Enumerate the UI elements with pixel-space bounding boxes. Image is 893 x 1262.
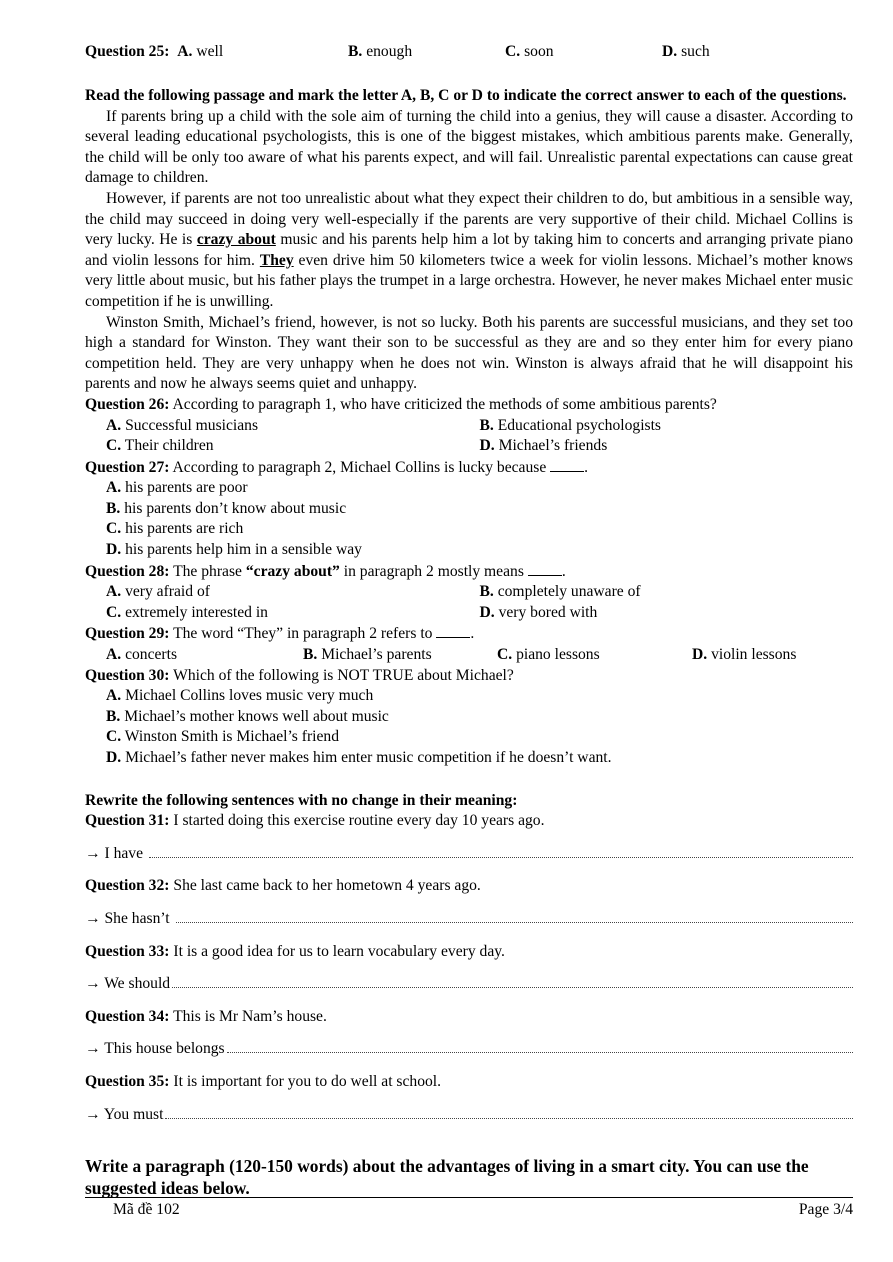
- answer-line[interactable]: → I have: [85, 844, 853, 865]
- passage-paragraph-3: Winston Smith, Michael’s friend, however, is not so lucky. Both his parents are successful musicians, and they set too high a standard for Winston. They want their son to be successful as they are and so they enter him for every piano competition held. They are very unhappy when he does not win. Winston is always afraid that he will disappoint his parents and now he always seems quiet and unhappy.: [85, 313, 853, 393]
- option-d: such: [681, 43, 710, 60]
- passage-paragraph-2: However, if parents are not too unrealistic about what they expect their children to do, but ambitious in a sensible way, the child may succeed in doing very well-especially if the parents are very supportive of their child. Michael Collins is very lucky. He is crazy about music and his parents help him a lot by taking him to concerts and arranging private piano and violin lessons for him. They even drive him 50 kilometers twice a week for violin lessons. Michael’s mother knows very little about music, but his father plays the trumpet in a large orchestra. However, he never makes Michael enter music competition if he is unwilling.: [85, 189, 853, 310]
- question-32: Question 32: She last came back to her hometown 4 years ago. → She hasn’t: [85, 876, 853, 929]
- option-b: Educational psychologists: [497, 416, 661, 434]
- highlight-they: They: [259, 251, 294, 269]
- answer-blank: [550, 457, 584, 472]
- option-d: very bored with: [498, 603, 598, 621]
- option-c: his parents are rich: [125, 520, 244, 538]
- option-c: extremely interested in: [125, 603, 268, 621]
- option-b: Michael’s mother knows well about music: [124, 707, 389, 725]
- footer-divider: [85, 1197, 853, 1198]
- question-31: Question 31: I started doing this exercise routine every day 10 years ago. → I have: [85, 811, 853, 864]
- option-b: completely unaware of: [497, 583, 641, 601]
- passage-paragraph-1: If parents bring up a child with the sole aim of turning the child into a genius, they will cause a disaster. According to several leading educational psychologists, this is one of the biggest mistakes, which ambitious parents make. Generally, the child will be only too aware of what his parents expect, and will fail. Unrealistic parental expectations can cause great damage to children.: [85, 107, 853, 187]
- option-d: his parents help him in a sensible way: [125, 541, 362, 559]
- question-28: Question 28: The phrase “crazy about” in paragraph 2 mostly means . A. very afraid of B. completely unaware of C. extremely interested in D. very bored with: [85, 562, 641, 621]
- question-29: Question 29: The word “They” in paragraph 2 refers to . A. concerts B. Michael’s parents C. piano lessons D. violin lessons: [85, 625, 797, 664]
- exam-page: [85, 42, 853, 1199]
- option-c: Winston Smith is Michael’s friend: [124, 728, 339, 746]
- question-26: Question 26: According to paragraph 1, who have criticized the methods of some ambitious parents? A. Successful musicians B. Educational psychologists C. Their children D. Michael’s friends: [85, 395, 717, 455]
- writing-instruction: Write a paragraph (120-150 words) about the advantages of living in a smart city. You can use the suggested ideas below.: [85, 1156, 809, 1199]
- page-number: Page 3/4: [798, 1201, 853, 1218]
- option-d: Michael’s friends: [498, 437, 608, 455]
- option-b: enough: [366, 43, 413, 60]
- dotted-answer-field[interactable]: [165, 1108, 853, 1119]
- question-33: Question 33: It is a good idea for us to learn vocabulary every day. → We should: [85, 942, 853, 995]
- option-a: very afraid of: [125, 583, 210, 601]
- question-label: Question 25:: [85, 43, 170, 60]
- exam-code: Mã đề 102: [113, 1201, 180, 1218]
- option-d: violin lessons: [711, 646, 797, 664]
- option-b: Michael’s parents: [321, 646, 432, 664]
- question-27: Question 27: According to paragraph 2, Michael Collins is lucky because . A. his parents are poor B. his parents don’t know about music C. his parents are rich D. his parents help him in a sensible way: [85, 458, 589, 559]
- page-footer: [85, 1201, 853, 1219]
- dotted-answer-field[interactable]: [172, 977, 853, 988]
- answer-line[interactable]: → We should: [85, 974, 853, 995]
- answer-line[interactable]: → This house belongs: [85, 1039, 853, 1060]
- answer-line[interactable]: → She hasn’t: [85, 909, 853, 930]
- question-34: Question 34: This is Mr Nam’s house. → This house belongs: [85, 1007, 853, 1060]
- option-d: Michael’s father never makes him enter music competition if he doesn’t want.: [125, 749, 612, 766]
- option-a: well: [196, 43, 224, 60]
- dotted-answer-field[interactable]: [176, 912, 853, 923]
- option-b: his parents don’t know about music: [124, 499, 347, 517]
- answer-line[interactable]: → You must: [85, 1105, 853, 1126]
- dotted-answer-field[interactable]: [149, 847, 853, 858]
- rewrite-instruction: Rewrite the following sentences with no change in their meaning:: [85, 791, 518, 809]
- option-a: Successful musicians: [125, 416, 259, 434]
- dotted-answer-field[interactable]: [227, 1042, 853, 1053]
- option-c: piano lessons: [516, 646, 600, 664]
- option-c: soon: [524, 43, 554, 60]
- option-a: Michael Collins loves music very much: [125, 687, 374, 705]
- question-25: Question 25: A. well B. enough C. soon D. such: [85, 43, 710, 60]
- highlight-crazy-about: crazy about: [196, 231, 276, 249]
- answer-blank: [528, 561, 562, 576]
- option-a: his parents are poor: [125, 479, 248, 497]
- question-35: Question 35: It is important for you to do well at school. → You must: [85, 1072, 853, 1125]
- answer-blank: [436, 623, 470, 638]
- reading-instruction: Read the following passage and mark the letter A, B, C or D to indicate the correct answer to each of the questions.: [85, 87, 847, 104]
- question-30: Question 30: Which of the following is NOT TRUE about Michael? A. Michael Collins loves music very much B. Michael’s mother knows well about music C. Winston Smith is Michael’s friend D. Michael’s father never makes him enter music competition if he doesn’t want.: [85, 666, 612, 766]
- option-a: concerts: [125, 646, 178, 664]
- option-c: Their children: [124, 437, 214, 455]
